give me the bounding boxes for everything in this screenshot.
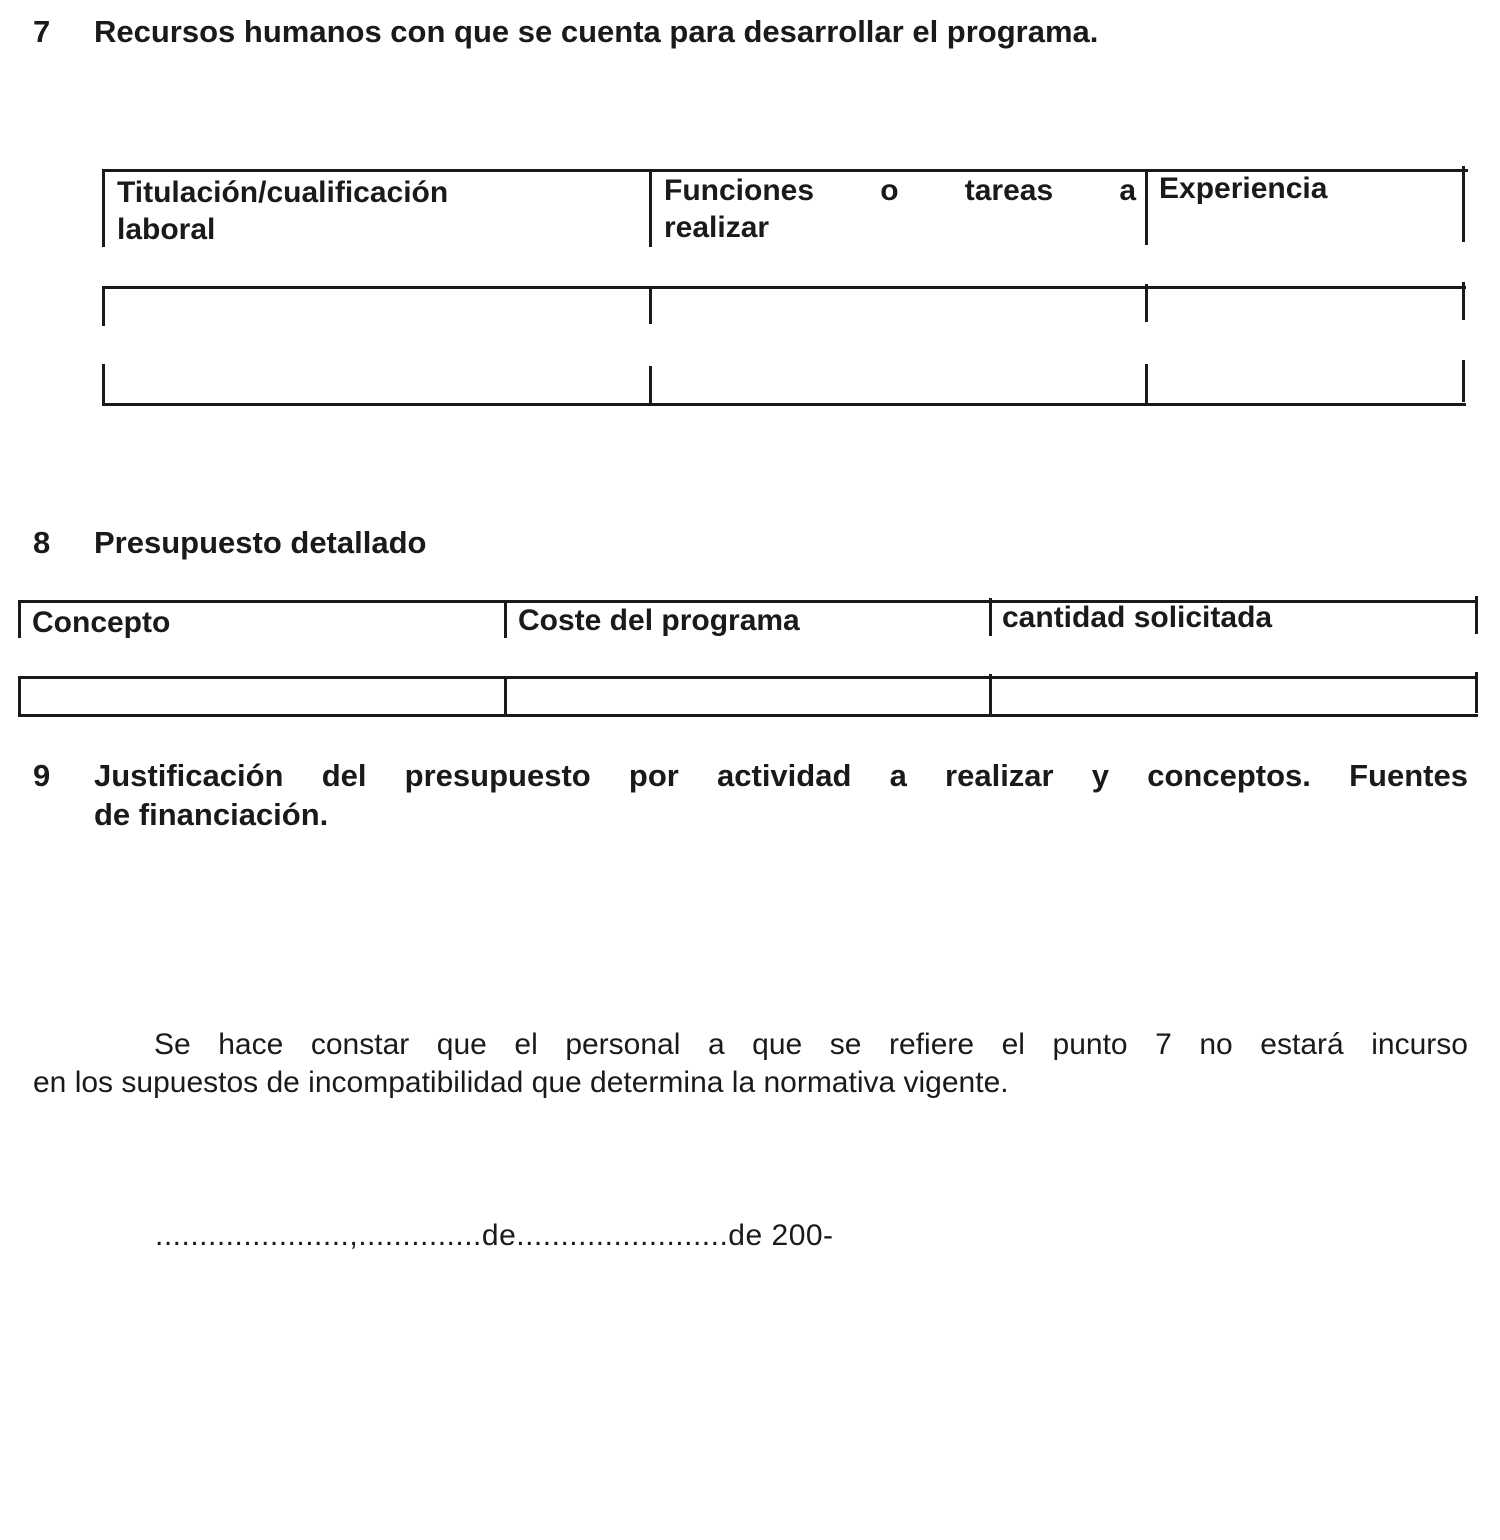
section-number: 8 (33, 525, 51, 560)
table-border (504, 676, 507, 717)
table-header-concepto: Concepto (32, 606, 171, 639)
table-cell-input[interactable] (21, 679, 503, 713)
table-cell-input[interactable] (653, 289, 1144, 399)
section-title: Recursos humanos con que se cuenta para desarrollar el programa. (94, 14, 1099, 49)
table-border (649, 286, 652, 324)
human-resources-table (100, 164, 1470, 410)
table-border (18, 600, 21, 638)
table-border (102, 364, 105, 406)
section-7-heading (33, 12, 1333, 52)
table-header-cantidad: cantidad solicitada (1002, 601, 1273, 634)
date-signature-line[interactable]: ......................,..............de........................de 200- (155, 1219, 834, 1252)
section-number: 9 (33, 758, 51, 793)
header-line-2: laboral (117, 213, 216, 246)
table-border (504, 600, 507, 638)
header-line-1: Titulación/cualificación (117, 176, 449, 209)
table-border (1145, 364, 1148, 404)
table-cell-input[interactable] (105, 289, 648, 399)
section-8-heading (33, 523, 833, 563)
table-cell-input[interactable] (1149, 289, 1461, 399)
table-cell-input[interactable] (993, 677, 1474, 711)
declaration-line-1: Se hace constar que el personal a que se refiere el punto 7 no estará incurso (154, 1028, 1468, 1061)
section-title-line-1: Justificación del presupuesto por actividad a realizar y conceptos. Fuentes (94, 758, 1468, 793)
header-line-1: Funciones o tareas a (664, 174, 1136, 207)
table-border (649, 169, 652, 247)
header-line-1: Experiencia (1159, 172, 1328, 205)
table-border (1462, 282, 1465, 320)
section-title: Presupuesto detallado (94, 525, 427, 560)
table-border (18, 714, 1478, 717)
table-header-coste: Coste del programa (518, 604, 800, 637)
table-border (1475, 596, 1478, 634)
declaration-paragraph (33, 1025, 1468, 1105)
declaration-line-2: en los supuestos de incompatibilidad que determina la normativa vigente. (33, 1066, 1009, 1099)
table-border (102, 169, 105, 247)
table-border (649, 366, 652, 406)
section-9-heading (33, 756, 1468, 836)
table-border (989, 674, 992, 715)
table-cell-input[interactable] (508, 679, 988, 713)
header-line-2: realizar (664, 211, 770, 244)
table-header-experiencia (1159, 170, 1459, 207)
table-border (1462, 166, 1465, 242)
table-border (1145, 284, 1148, 322)
table-border (1475, 672, 1478, 713)
section-number: 7 (33, 14, 51, 49)
table-header-funciones (664, 172, 1136, 246)
table-border (989, 598, 992, 636)
section-title-line-2: de financiación. (94, 797, 329, 832)
table-border (102, 403, 1466, 406)
table-border (1462, 360, 1465, 402)
table-border (1145, 169, 1148, 245)
budget-table (18, 592, 1482, 722)
table-header-titulacion (117, 174, 637, 248)
